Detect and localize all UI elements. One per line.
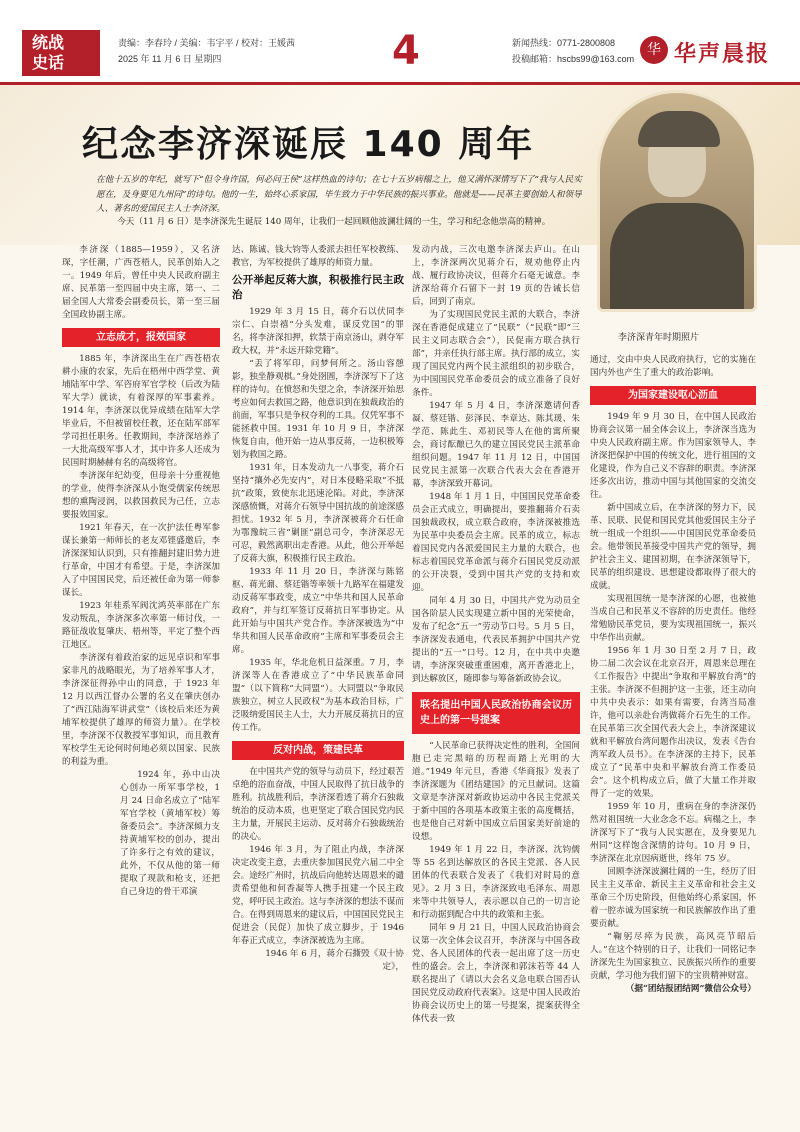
paragraph: 为了实现国民党民主派的大联合，李济深在香港促成建立了“民联”（“民联”即“三民主义同志联合会”），民促南方联合执行部”，并亲任执行部主席。执行部的成立，实现了国民党内两个民主派组织的初步联合，为中国国民党革命委员会的成立准备了良好条件。 bbox=[412, 310, 580, 398]
section-heading: 立志成才，报效国家 bbox=[62, 328, 220, 347]
page-header bbox=[0, 0, 800, 82]
section-tag-label: 统战 史话 bbox=[32, 33, 65, 72]
paragraph: 1956 年 1 月 30 日至 2 月 7 日，政协二届二次会议在北京召开，周恩来总理在《工作报告》中提出“争取和平解放台湾”的主张。李济深不但拥护这一主张，还主动向中共中央表示：如果有需要，台湾当局准许，他可以亲赴台湾做蒋介石先生的工作。在民革第三次全国代表大会上，李济深建议就和平解放台湾问题作出决议，发表《告台湾军政人员书》。在李济深的主持下，民革成立了“民革中央和平解放台湾工作委员会”。这个机构成立后，做了大量工作并取得了一定的效果。 bbox=[590, 646, 756, 799]
paragraph: 实现祖国统一是李济深的心愿，也被他当成自己和民革义不容辞的历史责任。他经常勉励民革党员，要为实现祖国统一，振兴中华作出贡献。 bbox=[590, 594, 756, 643]
paragraph: 李济深（1885—1959），又名济琛，字任潮，广西苍梧人，民革创始人之一。1949 年后，曾任中央人民政府副主席、民革第一至四届中央主席，第一、二届全国人大常委会副委员长，第一至三届全国政协副主席。 bbox=[62, 245, 220, 320]
column-4 bbox=[590, 354, 756, 996]
paragraph: 1935 年，华北危机日益深重。7 月，李济深等人在香港成立了“中华民族革命同盟”（以下简称“大同盟”）。大同盟以“争取民族独立，树立人民政权”为基本政治目标，广泛吸纳爱国民主人士，大力开展反蒋抗日的宣传工作。 bbox=[232, 658, 404, 733]
paragraph: 1931 年，日本发动九一八事变，蒋介石坚持“攘外必先安内”，对日本侵略采取“不抵抗”政策，致使东北迅速沦陷。对此，李济深深感愤慨，对蒋介石领导中国抗战的前途深感担忧。1932 年 5 月，李济深被蒋介石任命为鄂豫皖三省“剿匪”副总司令，李济深忍无可忍，毅然离职出走香港。从此，他公开举起了反蒋大旗，积极推行民主政治。 bbox=[232, 463, 404, 564]
page-title: 纪念李济深诞辰 140 周年 bbox=[82, 124, 535, 165]
paragraph: 1921 年春天，在一次护法任粤军参谋长兼第一师师长的老友邓铿盛邀后，李济深深知认识到，只有推翻封建旧势力进行革命，中国才有希望。于是，李济深加入了中国国民党，后还被任命为第一师参谋长。 bbox=[62, 523, 220, 598]
paragraph: 同年 4 月 30 日，中国共产党为动员全国各阶层人民实现建立新中国的光荣使命，发布了纪念“五一”劳动节口号。5 月 5 日，李济深发表通电，代表民革拥护中国共产党提出的“五一”口号。12 月，在中共中央邀请，李济深突破重重困难，离开香港北上，到达解放区，随即参与筹备新政协会议。 bbox=[412, 596, 580, 684]
page-number: 4 bbox=[392, 28, 420, 74]
logo-mark-icon: 华 bbox=[640, 36, 668, 64]
paragraph: 1949 年 1 月 22 日，李济深、沈钧儒等 55 名到达解放区的各民主党派、各人民团体的代表联合发表了《我们对时局的意见》。2 月 3 日，李济深致电毛泽东、周恩来等中共领导人，表示愿以自己的一切言论和行动据到配合中共的政策和主张。 bbox=[412, 845, 580, 920]
paragraph: 1949 年 9 月 30 日，在中国人民政治协商会议第一届全体会议上，李济深当选为中央人民政府副主席。作为国家领导人，李济深把保护中国的传统文化，进行祖国的文化建设，作为自己义不容辞的职责。李济深还多次出访，推动中国与其他国家的交流交往。 bbox=[590, 412, 756, 500]
paragraph: 新中国成立后，在李济深的努力下，民革、民联、民促和国民党其他爱国民主分子统一组成一个组织——中国国民党革命委员会。他带领民革接受中国共产党的领导，拥护社会主义、建国初期，在李济深领导下，民革的组织建设、思想建设都取得了很大的成就。 bbox=[590, 503, 756, 591]
paragraph: “人民革命已获得决定性的胜利，全国间胞已走完黑暗的历程而踏上光明的大道。”1949 年元旦，香港《华商报》发表了李济深题为《团结建国》的元旦献词。这篇文章是李济深对新政协运动中各民主党派关于新中国的各项基本政策主张的高度概括，也是他自己对新中国成立后国家美好前途的设想。 bbox=[412, 741, 580, 842]
section-subheading: 公开举起反蒋大旗，积极推行民主政治 bbox=[232, 274, 404, 301]
paragraph: “鞠躬尽瘁为民族，高风亮节昭后人。”在这个特别的日子，让我们一同铭记李济深先生为国家独立、民族振兴所作的重要贡献，学习他为我们留下的宝贵精神财富。 bbox=[590, 932, 756, 981]
paragraph: 李济深年纪幼变，但母亲十分重视他的学业，使得李济深从小饱受儒家传统思想的熏陶浸润，以救国救民为己任，立志要报效国家。 bbox=[62, 471, 220, 520]
paragraph: 达、陈诚、钱大钧等人委派去担任军校教练、教官，为军校提供了雄厚的师资力量。 bbox=[232, 245, 404, 268]
column-1 bbox=[62, 244, 220, 899]
section-heading-box: 联名提出中国人民政治协商会议历史上的第一号提案 bbox=[412, 692, 580, 734]
logo-name: 华声晨报 bbox=[674, 42, 771, 67]
article-source: （据“团结报团结网”微信公众号） bbox=[625, 984, 756, 994]
photo-caption: 李济深青年时期照片 bbox=[618, 333, 700, 343]
section-tag bbox=[22, 30, 100, 76]
paragraph: 发动内战，三次电邀李济深去庐山。在山上，李济深两次见蒋介石，规劝他停止内战、履行政协决议，但蒋介石毫无诚意。李济深给蒋介石留下一封 19 页的告诫长信后，回到了南京。 bbox=[412, 245, 580, 307]
date-line: 2025 年 11 月 6 日 星期四 bbox=[118, 54, 222, 64]
section-heading: 为国家建设呕心沥血 bbox=[590, 386, 756, 405]
paragraph: 通过，交由中央人民政府执行，它的实施在国内外也产生了重大的政治影响。 bbox=[590, 355, 756, 378]
paragraph: 回顾李济深波澜壮阔的一生，经历了旧民主主义革命、新民主主义革命和社会主义革命三个历史阶段，但他始终心系家国，怀着一腔赤诚为国家统一和民族解放作出了重要贡献。 bbox=[590, 867, 756, 929]
paragraph: 1946 年 6 月，蒋介石撕毁《双十协定》， bbox=[265, 949, 404, 972]
article-intro: 今天（11 月 6 日）是李济深先生诞辰 140 周年，让我们一起回顾他波澜壮阔的一生，学习和纪念他崇高的精神。 bbox=[117, 217, 551, 227]
email: 投稿邮箱：hscbs99@163.com bbox=[512, 54, 635, 64]
section-heading: 反对内战，策建民革 bbox=[232, 741, 404, 760]
paragraph: 1929 年 3 月 15 日，蒋介石以伏同李宗仁、白崇禧“分头发难，谋反党国”的罪名，将李济深扣押，软禁于南京汤山，剥夺军政大权，并“永远开除党籍”。 bbox=[232, 307, 404, 356]
article-lead: 在他十五岁的年纪，就写下“但令身许国，何必问王侯”这样热血的诗句；在七十五岁病榻之上，他又满怀深情写下了“我与人民实愿在，及身要见九州同”的诗句。他的一生，始终心系家国，毕生致力于中华民族的振兴事业。他就是——民革主要创始人和领导人、著名的爱国民主人士李济深。 bbox=[96, 175, 582, 214]
portrait-photo bbox=[597, 90, 757, 312]
editors-line: 责编：李春玲 / 美编：韦宇平 / 校对：王媛茜 bbox=[118, 38, 296, 48]
paragraph: 1959 年 10 月，重病在身的李济深仍然对祖国统一大业念念不忘。病榻之上，李济深写下了“我与人民实愿在，及身要见九州同”这样饱含深情的诗句。10 月 9 日，李济深在北京因病逝世，终年 75 岁。 bbox=[590, 802, 756, 864]
paragraph: 同年 9 月 21 日，中国人民政治协商会议第一次全体会议召开，李济深与中国各政党、各人民团体的代表一起出席了这一历史性的盛会。会上，李济深和郭沫若等 44 人联名提出了《请以大会名义急电联合国否认国民党反动政府代表案》。这是中国人民政治协商会议历史上的第一号提案，提案获得全体代表一致 bbox=[412, 923, 580, 1024]
column-2 bbox=[232, 244, 404, 974]
paragraph: 1924 年，孙中山决心创办一所军事学校，1 月 24 日命名成立了“陆军军官学校（黄埔军校）筹备委员会”。李济深倾力支持黄埔军校的创办，提出了许多行之有效的建议，此外，不仅从他的第一师提取了现款和枪支，还把自己身边的骨干邓演 bbox=[120, 770, 220, 897]
newspaper-logo bbox=[640, 36, 780, 66]
paragraph: 1885 年，李济深出生在广西苍梧农耕小康的农家，先后在梧州中西学堂、黄埔陆军中学、军咨府军官学校（后改为陆军大学）就读，有着深厚的军事素养。1914 年，李济深以优异成绩在陆军大学毕业后，不但被留校任教，还在陆军部军学司担任职务。任教期间，李济深培养了一大批高级军事人才，其中许多人还成为民国时期赫赫有名的高级将官。 bbox=[62, 354, 220, 468]
paragraph: 1923 年桂系军阀沈鸿英率部在广东发动叛乱，李济深多次率第一师讨伐，一路征战收复肇庆、梧州等，平定了整个西江地区。 bbox=[62, 601, 220, 650]
hotline: 新闻热线：0771-2800808 bbox=[512, 38, 616, 48]
column-3 bbox=[412, 244, 580, 1026]
paragraph: 李济深有着政治家的远见卓识和军事家非凡的战略眼光，为了培养军事人才，李济深征得孙中山的同意，于 1923 年 12 月以西江督办公署的名义在肇庆创办了“西江陆海军讲武堂”（该校后来还为黄埔军校提供了雄厚的师资力量）。在学校里，李济深不仅教授军事知识，而且教育军校学生无论何时何地必须以国家、民族的利益为重。 bbox=[62, 653, 220, 767]
paragraph: 1947 年 5 月 4 日，李济深邀请何香凝、蔡廷锴、彭泽民、李章达、陈其瑗、朱学范、陈此生、邓初民等人在他的寓所聚会，商讨酝酿已久的建立国民党民主派革命组织问题。1947 年 11 月 12 日，中国国民党民主派第一次联合代表大会在香港开幕，李济深致开幕词。 bbox=[412, 401, 580, 489]
paragraph: 1933 年 11 月 20 日，李济深与陈铭枢、蒋光鼐、蔡廷锴等率领十九路军在福建发动反蒋军事政变，成立“中华共和国人民革命政府”，并与红军签订反蒋抗日军事协定。从此开始与中国共产党合作。李济深被选为“中华共和国人民革命政府”主席和军事委员会主席。 bbox=[232, 567, 404, 655]
paragraph: “丢了将军印，问梦何所之。汤山容憩影，独坐静观棋。”身处囹圄，李济深写下了这样的诗句。在愤怒和失望之余，李济深开始思考应如何去救国之路，他意识到在独裁政治的前面，军事只是争权夺利的工具。仅凭军事不能拯救中国。1931 年 10 月 9 日，李济深恢复自由，他开始一边从事反蒋，一边积极筹划为救国之路。 bbox=[232, 359, 404, 460]
paragraph: 在中国共产党的领导与动员下，经过艰苦卓绝的浴血奋战，中国人民取得了抗日战争的胜利。抗战胜利后，李济深看透了蒋介石独裁统治的反动本质，也更坚定了联合国民党内民主力量，开展民主运动、反对蒋介石独裁统治的决心。 bbox=[232, 767, 404, 842]
paragraph: 1948 年 1 月 1 日，中国国民党革命委员会正式成立，明确提出，要推翻蒋介石卖国独裁政权，成立联合政府，李济深被推选为民革中央委员会主席。民革的成立，标志着国民党内各派爱国民主力量的大联合，也标志着国民党革命派与蒋介石国民党反动派的公开决裂，受到中国共产党的支持和欢迎。 bbox=[412, 492, 580, 593]
paragraph: 1946 年 3 月，为了阻止内战，李济深决定改变主意，去重庆参加国民党六届二中全会。途经广州时，抗战后向他转达周恩来的谴责希望他和何香凝等人携手扭建一个民主政党，呼吁民主政治。这与李济深的想法不谋而合。在得到周恩来的建议后，中国国民党民主促进会（民促）加快了成立脚步，于 1946 年春正式成立，李济深被选为主席。 bbox=[232, 845, 404, 946]
